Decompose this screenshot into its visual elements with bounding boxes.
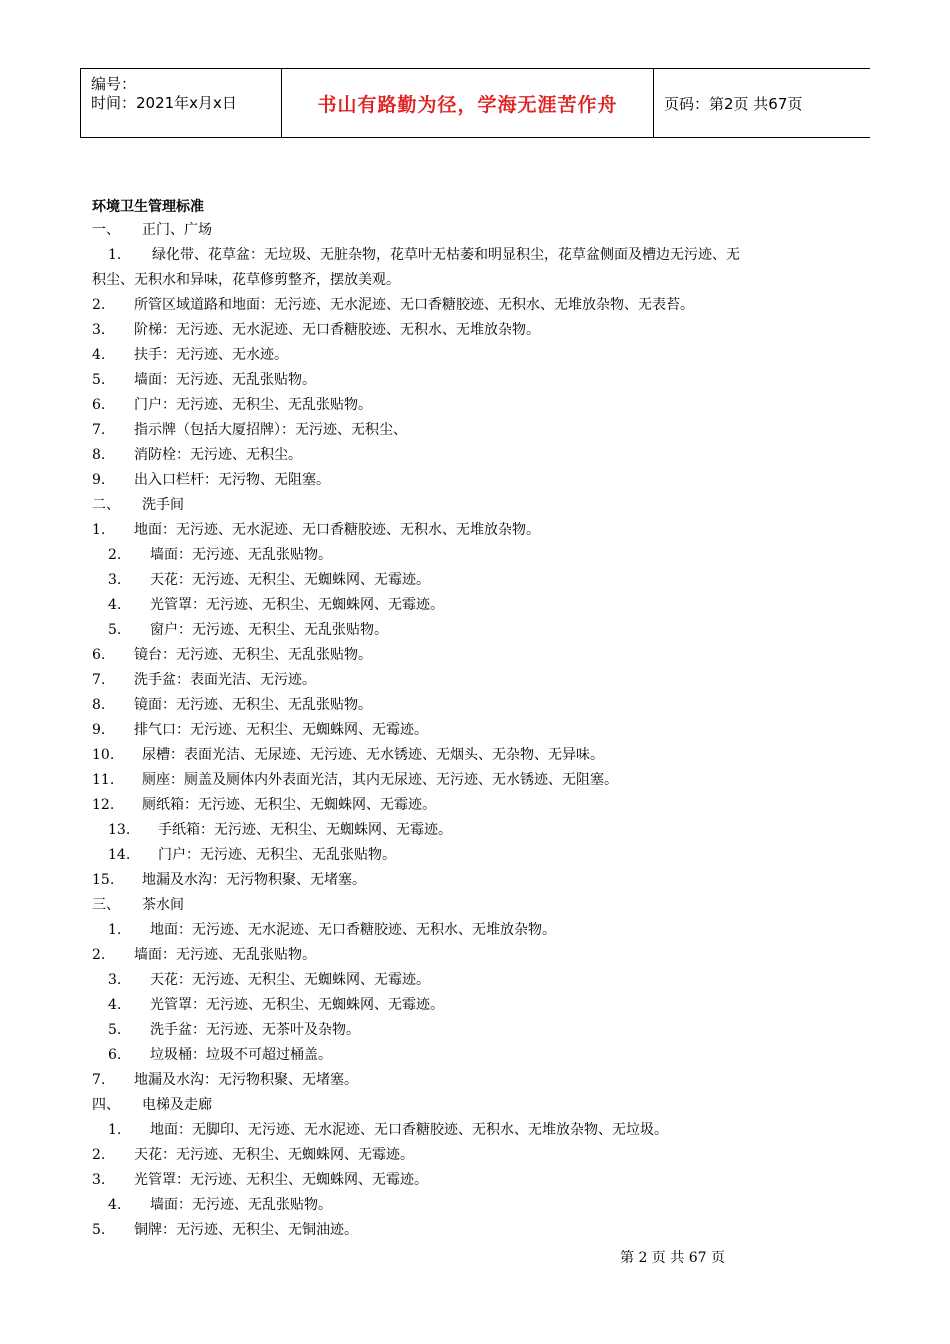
line-number: 5.: [108, 1022, 122, 1038]
line-number: 2.: [108, 547, 122, 563]
line-text: 窗户：无污迹、无积尘、无乱张贴物。: [150, 622, 388, 638]
line-number: 1.: [92, 522, 106, 538]
line-number: 12.: [92, 797, 115, 813]
line-text: 尿槽：表面光洁、无尿迹、无污迹、无水锈迹、无烟头、无杂物、无异味。: [142, 747, 604, 763]
line-text: 天花：无污迹、无积尘、无蜘蛛网、无霉迹。: [150, 572, 430, 588]
line-text: 光管罩：无污迹、无积尘、无蜘蛛网、无霉迹。: [134, 1172, 428, 1188]
line-number: 3.: [92, 1172, 106, 1188]
line-number: 9.: [92, 722, 106, 738]
line-number: 6.: [108, 1047, 122, 1063]
line-text: 所管区域道路和地面：无污迹、无水泥迹、无口香糖胶迹、无积水、无堆放杂物、无表苔。: [134, 297, 694, 313]
line-text: 门户：无污迹、无积尘、无乱张贴物。: [158, 847, 396, 863]
line-number: 10.: [92, 747, 115, 763]
line-number: 6.: [92, 647, 106, 663]
page-header: [80, 68, 870, 138]
line-text: 垃圾桶：垃圾不可超过桶盖。: [150, 1047, 332, 1063]
line-text: 天花：无污迹、无积尘、无蜘蛛网、无霉迹。: [150, 972, 430, 988]
line-number: 二、: [92, 497, 120, 513]
line-number: 四、: [92, 1097, 120, 1113]
line-number: 1.: [108, 247, 122, 263]
line-number: 7.: [92, 422, 106, 438]
page-footer: 第 2 页 共 67 页: [620, 1250, 725, 1266]
line-number: 三、: [92, 897, 120, 913]
line-number: 1.: [108, 922, 122, 938]
line-text: 墙面：无污迹、无乱张贴物。: [134, 947, 316, 963]
line-text: 铜牌：无污迹、无积尘、无铜油迹。: [134, 1222, 358, 1238]
line-number: 14.: [108, 847, 131, 863]
line-number: 4.: [108, 597, 122, 613]
line-number: 11.: [92, 772, 115, 788]
line-number: 8.: [92, 447, 106, 463]
line-text: 绿化带、花草盆：无垃圾、无脏杂物，花草叶无枯萎和明显积尘，花草盆侧面及槽边无污迹、无: [152, 247, 740, 263]
line-text: 镜台：无污迹、无积尘、无乱张贴物。: [134, 647, 372, 663]
line-text: 地漏及水沟：无污物积聚、无堵塞。: [142, 872, 366, 888]
line-text: 天花：无污迹、无积尘、无蜘蛛网、无霉迹。: [134, 1147, 414, 1163]
header-page-info: 页码：第2页 共67页: [664, 94, 803, 113]
line-text: 光管罩：无污迹、无积尘、无蜘蛛网、无霉迹。: [150, 997, 444, 1013]
line-text: 正门、广场: [142, 222, 212, 238]
line-text: 排气口：无污迹、无积尘、无蜘蛛网、无霉迹。: [134, 722, 428, 738]
line-number: 5.: [92, 1222, 106, 1238]
line-text: 地面：无脚印、无污迹、无水泥迹、无口香糖胶迹、无积水、无堆放杂物、无垃圾。: [150, 1122, 668, 1138]
line-text: 洗手间: [142, 497, 184, 513]
line-text: 手纸箱：无污迹、无积尘、无蜘蛛网、无霉迹。: [158, 822, 452, 838]
line-number: 4.: [108, 997, 122, 1013]
line-number: 9.: [92, 472, 106, 488]
line-text: 镜面：无污迹、无积尘、无乱张贴物。: [134, 697, 372, 713]
line-number: 13.: [108, 822, 131, 838]
header-motto: 书山有路勤为径，学海无涯苦作舟: [317, 93, 618, 116]
line-text: 墙面：无污迹、无乱张贴物。: [150, 1197, 332, 1213]
header-meta: [80, 69, 282, 137]
line-text: 消防栓：无污迹、无积尘。: [134, 447, 302, 463]
line-number: 一、: [92, 222, 120, 238]
line-number: 4.: [92, 347, 106, 363]
line-text: 洗手盆：表面光洁、无污迹。: [134, 672, 316, 688]
line-text: 茶水间: [142, 897, 184, 913]
line-text: 出入口栏杆：无污物、无阻塞。: [134, 472, 330, 488]
line-number: 6.: [92, 397, 106, 413]
line-number: 3.: [92, 322, 106, 338]
line-text: 墙面：无污迹、无乱张贴物。: [150, 547, 332, 563]
line-number: 3.: [108, 572, 122, 588]
line-number: 1.: [108, 1122, 122, 1138]
line-text: 洗手盆：无污迹、无茶叶及杂物。: [150, 1022, 360, 1038]
line-number: 7.: [92, 1072, 106, 1088]
line-text: 地漏及水沟：无污物积聚、无堵塞。: [134, 1072, 358, 1088]
doc-number-label: 编号：: [91, 75, 137, 93]
line-number: 7.: [92, 672, 106, 688]
line-number: 2.: [92, 1147, 106, 1163]
line-text: 扶手：无污迹、无水迹。: [134, 347, 288, 363]
header-motto-cell: [282, 69, 654, 137]
line-number: 2.: [92, 947, 106, 963]
line-text: 厕座：厕盖及厕体内外表面光洁，其内无尿迹、无污迹、无水锈迹、无阻塞。: [142, 772, 618, 788]
line-text: 阶梯：无污迹、无水泥迹、无口香糖胶迹、无积水、无堆放杂物。: [134, 322, 540, 338]
line-number: 5.: [92, 372, 106, 388]
line-number: 2.: [92, 297, 106, 313]
line-text: 墙面：无污迹、无乱张贴物。: [134, 372, 316, 388]
line-text: 地面：无污迹、无水泥迹、无口香糖胶迹、无积水、无堆放杂物。: [150, 922, 556, 938]
line-text: 电梯及走廊: [142, 1097, 212, 1113]
line-text: 厕纸箱：无污迹、无积尘、无蜘蛛网、无霉迹。: [142, 797, 436, 813]
line-text: 光管罩：无污迹、无积尘、无蜘蛛网、无霉迹。: [150, 597, 444, 613]
line-number: 4.: [108, 1197, 122, 1213]
line-text: 门户：无污迹、无积尘、无乱张贴物。: [134, 397, 372, 413]
line-number: 3.: [108, 972, 122, 988]
doc-time-label: 时间：2021年x月x日: [91, 94, 237, 112]
document-title: 环境卫生管理标准: [92, 199, 204, 215]
line-number: 5.: [108, 622, 122, 638]
line-text: 积尘、无积水和异味，花草修剪整齐，摆放美观。: [92, 272, 400, 288]
line-text: 指示牌（包括大厦招牌）：无污迹、无积尘、: [134, 422, 407, 438]
line-number: 15.: [92, 872, 115, 888]
line-number: 8.: [92, 697, 106, 713]
line-text: 地面：无污迹、无水泥迹、无口香糖胶迹、无积水、无堆放杂物。: [134, 522, 540, 538]
